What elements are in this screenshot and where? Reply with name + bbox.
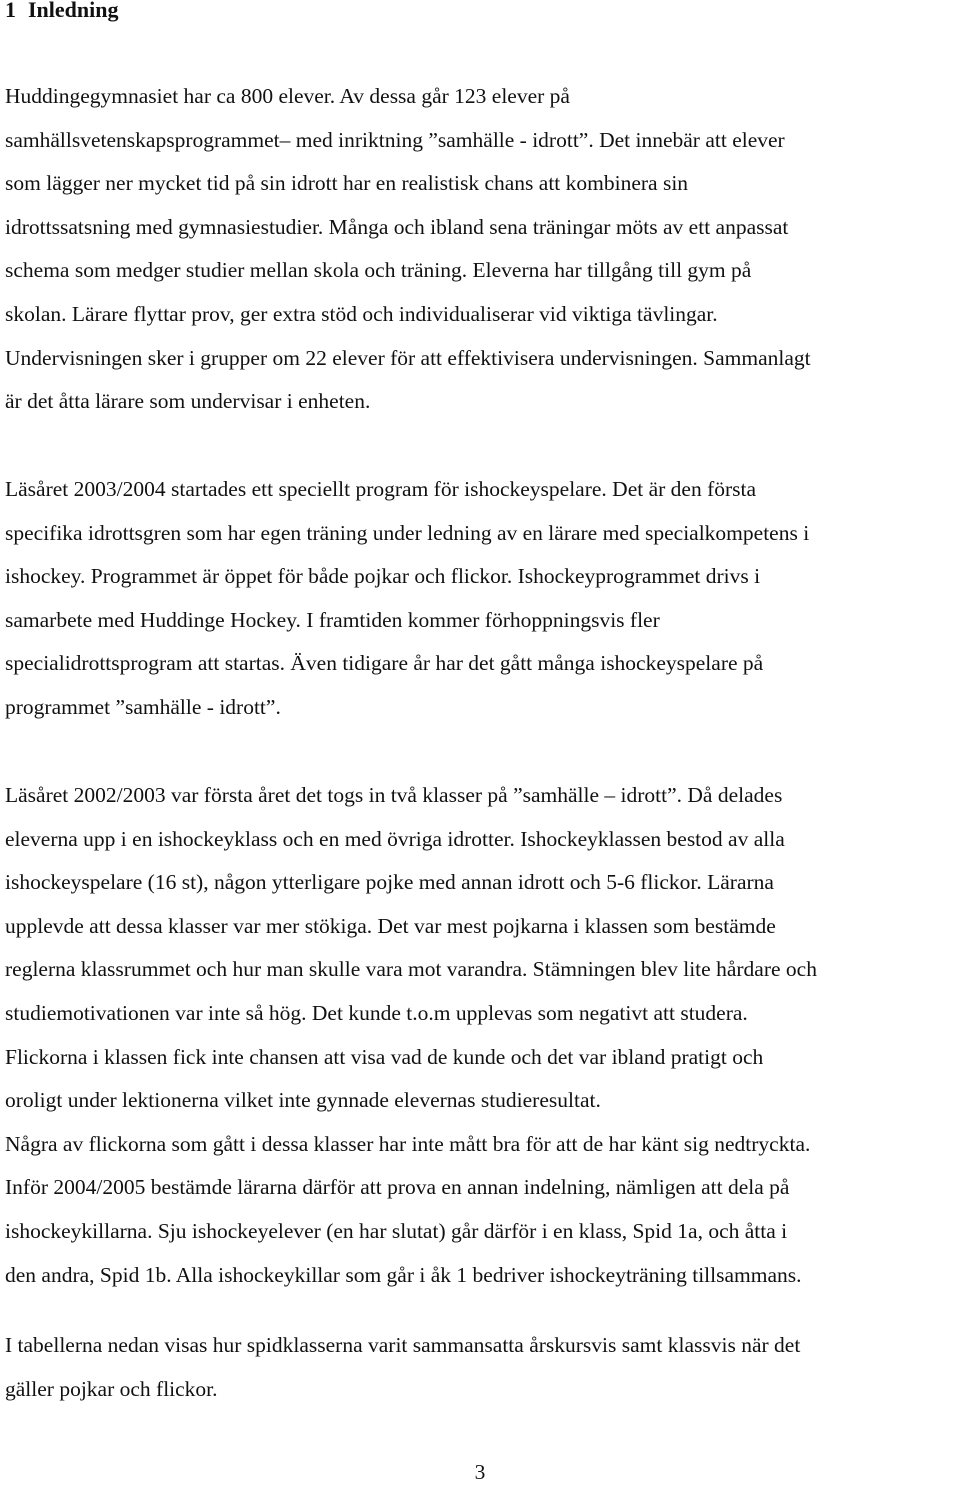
text-line: samarbete med Huddinge Hockey. I framtiden kommer förhoppningsvis fler bbox=[5, 607, 660, 632]
text-line: Huddingegymnasiet har ca 800 elever. Av dessa går 123 elever på bbox=[5, 84, 570, 108]
text-line: schema som medger studier mellan skola och träning. Eleverna har tillgång till gym på bbox=[5, 258, 752, 283]
text-line: specifika idrottsgren som har egen träning under ledning av en lärare med specialkompetens i bbox=[5, 520, 810, 545]
text-line: Undervisningen sker i grupper om 22 elever för att effektivisera undervisningen. Sammanlagt bbox=[5, 345, 811, 370]
page-number: 3 bbox=[474, 1460, 486, 1484]
text-line: reglerna klassrummet och hur man skulle vara mot varandra. Stämningen blev lite hårdare och bbox=[5, 957, 817, 982]
text-line: gäller pojkar och flickor. bbox=[5, 1376, 218, 1401]
text-line: samhällsvetenskapsprogrammet– med inriktning ”samhälle - idrott”. Det innebär att elever bbox=[5, 127, 785, 152]
text-line: skolan. Lärare flyttar prov, ger extra stöd och individualiserar vid viktiga tävlingar. bbox=[5, 301, 718, 326]
text-line: Inför 2004/2005 bestämde lärarna därför att prova en annan indelning, nämligen att dela på bbox=[5, 1175, 790, 1200]
text-line: upplevde att dessa klasser var mer stökiga. Det var mest pojkarna i klassen som bestämde bbox=[5, 913, 776, 938]
text-line: ishockeykillarna. Sju ishockeyelever (en har slutat) går därför i en klass, Spid 1a, och åtta i bbox=[5, 1218, 788, 1243]
text-line: Flickorna i klassen fick inte chansen att visa vad de kunde och det var ibland pratigt och bbox=[5, 1044, 764, 1069]
text-line: ishockeyspelare (16 st), någon ytterligare pojke med annan idrott och 5-6 flickor. Lärarna bbox=[5, 870, 774, 895]
text-line: eleverna upp i en ishockeyklass och en med övriga idrotter. Ishockeyklassen bestod av alla bbox=[5, 826, 785, 851]
text-line: som lägger ner mycket tid på sin idrott har en realistisk chans att kombinera sin bbox=[5, 171, 689, 196]
text-line: specialidrottsprogram att startas. Även tidigare år har det gått många ishockeyspelare på bbox=[5, 651, 764, 676]
text-line: I tabellerna nedan visas hur spidklasserna varit sammansatta årskursvis samt klassvis när det bbox=[5, 1333, 801, 1357]
text-line: är det åtta lärare som undervisar i enheten. bbox=[5, 389, 371, 414]
text-line: Några av flickorna som gått i dessa klasser har inte mått bra för att de har känt sig nedtryckta. bbox=[5, 1131, 811, 1156]
text-line: Läsåret 2003/2004 startades ett speciellt program för ishockeyspelare. Det är den första bbox=[5, 477, 757, 501]
text-line: ishockey. Programmet är öppet för både pojkar och flickor. Ishockeyprogrammet drivs i bbox=[5, 564, 761, 589]
paragraph-class-division bbox=[5, 774, 817, 1297]
text-line: idrottssatsning med gymnasiestudier. Många och ibland sena träningar möts av ett anpassat bbox=[5, 214, 789, 239]
paragraph-hockey-program bbox=[5, 468, 809, 730]
text-line: programmet ”samhälle - idrott”. bbox=[5, 694, 281, 719]
section-heading bbox=[5, 0, 119, 26]
text-line: Läsåret 2002/2003 var första året det togs in två klasser på ”samhälle – idrott”. Då delades bbox=[5, 783, 783, 807]
section-title: Inledning bbox=[28, 0, 119, 22]
text-line: studiemotivationen var inte så hög. Det kunde t.o.m upplevas som negativt att studera. bbox=[5, 1000, 748, 1025]
text-line: den andra, Spid 1b. Alla ishockeykillar som går i åk 1 bedriver ishockeyträning tillsammans. bbox=[5, 1262, 802, 1287]
text-line: oroligt under lektionerna vilket inte gynnade elevernas studieresultat. bbox=[5, 1088, 601, 1113]
section-number: 1 bbox=[5, 0, 16, 22]
paragraph-tables-intro bbox=[5, 1324, 800, 1411]
paragraph-intro bbox=[5, 75, 811, 424]
